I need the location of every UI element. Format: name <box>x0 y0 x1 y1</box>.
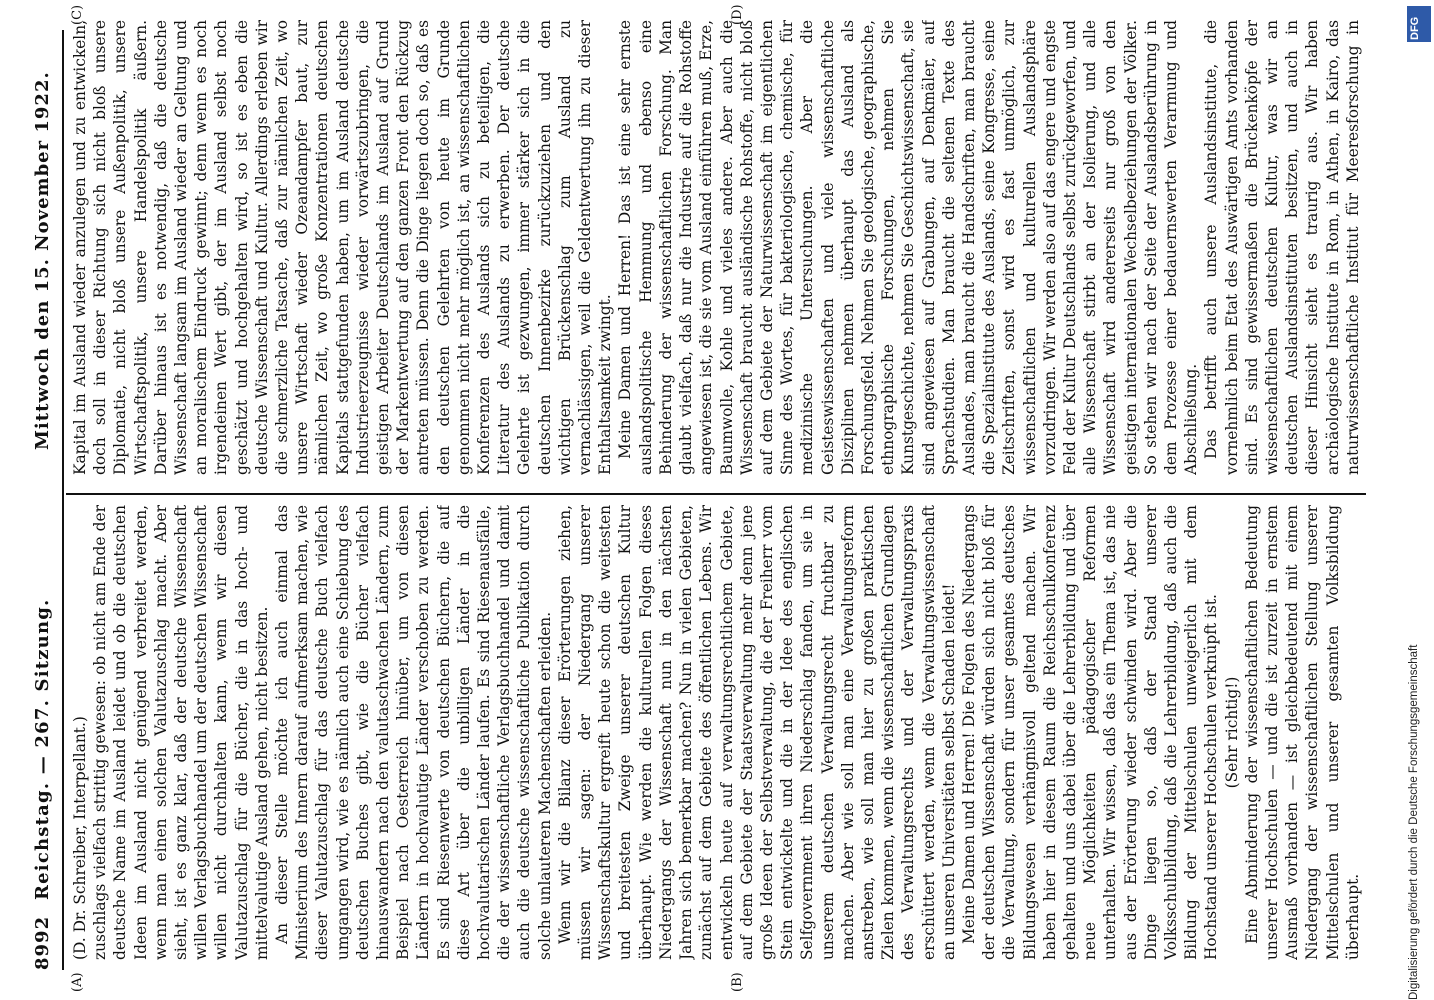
funding-credit: Digitalisierung gefördert durch die Deutsche Forschungsgemeinschaft <box>1408 644 1420 1000</box>
margin-marker-a: (A) <box>70 972 85 992</box>
paragraph: Kapital im Ausland wieder anzulegen und zu entwickeln, doch soll in dieser Richtung sich nicht bloß unsere Diplomatie, nicht bloß unsere Außenpolitik, unsere Wirtschaftspolitik, unsere Handelspolitik äußern. Darüber hinaus ist es notwendig, daß die deutsche Wissenschaft langsam im Ausland wieder an Geltung und an moralischem Eindruck gewinnt; denn wenn es noch irgendeinen Wert gibt, der im Ausland selbst noch geschätzt und hochgehalten wird, so ist es eben die deutsche Wissenschaft und Kultur. Allerdings erleben wir die schmerzliche Tatsache, daß zur nämlichen Zeit, wo unsere Wirtschaft wieder Ozeandampfer baut, zur nämlichen Zeit, wo große Konzentrationen deutschen Kapitals stattgefunden haben, um im Ausland deutsche Industrieerzeugnisse wieder vorwärtszubringen, die geistigen Arbeiter Deutschlands im Ausland auf Grund der Markentwertung auf den ganzen Front den Rückzug antreten müssen. Denn die Dinge liegen doch so, daß es den deutschen Gelehrten von heute im Grunde genommen nicht mehr möglich ist, an wissenschaftlichen Konferenzen des Auslands sich zu beteiligen, die Literatur des Auslands zu erwerben. Der deutsche Gelehrte ist gezwungen, immer stärker sich in die deutschen Innenbezirke zurückzuziehen und den wichtigen Brückenschlag zum Ausland zu vernachlässigen, weil die Geldentwertung ihn zu dieser Enthaltsamkeit zwingt. <box>71 20 615 475</box>
page-header <box>32 30 58 970</box>
paragraph: Meine Damen und Herren! Das ist eine sehr ernste auslandspolitische Hemmung und ebenso eine Behinderung der wissenschaftlichen Forschung. Man glaubt vielfach, daß nur die Industrie auf die Rohstoffe angewiesen ist, die sie vom Ausland einführen muß, Erze, Baumwolle, Kohle und vieles andere. Aber auch die Wissenschaft braucht ausländische Rohstoffe, nicht bloß auf dem Gebiete der Naturwissenschaft im eigentlichen Sinne des Wortes, für bakteriologische, chemische, für medizinische Untersuchungen. Aber die Geisteswissenschaften und viele wissenschaftliche Disziplinen nehmen überhaupt das Ausland als Forschungsfeld. Nehmen Sie geologische, geographische, ethnographische Forschungen, nehmen Sie Kunstgeschichte, nehmen Sie Geschichtswissenschaft, sie sind angewiesen auf Grabungen, auf Denkmäler, auf Sprachstudien. Man braucht die seltenen Texte des Auslandes, man braucht die Handschriften, man braucht die Spezialinstitute des Auslands, seine Kongresse, seine Zeitschriften, sonst wird es fast unmöglich, zur wissenschaftlichen und kulturellen Auslandsphäre vorzudringen. Wir werden also auf das engere und engste Feld der Kultur Deutschlands selbst zurückgeworfen, und alle Wissenschaft stirbt an der Isolierung, und alle Wissenschaft wird andererseits nur groß von den geistigen internationalen Wechselbeziehungen der Völker. So stehen wir nach der Seite der Auslandsberührung in dem Prozesse einer bedauernswerten Verarmung und Abschließung. <box>616 20 1201 475</box>
paragraph <box>1363 505 1365 960</box>
session-date: Mittwoch den 15. November 1922. <box>32 71 53 450</box>
session-title: Reichstag. — 267. Sitzung. <box>32 598 53 900</box>
interjection: (Sehr richtig!) <box>1222 676 1241 789</box>
margin-marker-b: (B) <box>730 972 745 992</box>
speaker-attribution: (D. Dr. Schreiber, Interpellant.) <box>71 716 89 960</box>
page-number: 8992 <box>32 915 53 970</box>
text-column-left <box>70 505 1365 960</box>
header-rule <box>62 30 64 970</box>
paragraph: Das betrifft auch unsere Auslandsinstitute, die vornehmlich beim Etat des Auswärtigen Amts vorhanden sind. Es sind gewissermaßen die Brückenköpfe der wissenschaftlichen deutschen Kultur, was wir an deutschen Auslandsinstituten besitzen, und auch in dieser Hinsicht sieht es traurig aus. Wir haben archäologische Institute in Rom, in Athen, in Kairo, das naturwissenschaftliche Institut für Meeresforschung in <box>1202 20 1362 475</box>
paragraph: Meine Damen und Herren! Die Folgen des Niedergangs der deutschen Wissenschaft würden sich nicht bloß für die Verwaltung, sondern für unser gesamtes deutsches Bildungswesen verhängnisvoll geltend machen. Wir haben hier in diesem Raum die Reichsschulkonferenz gehalten und uns dabei über die Lehrerbildung und über neue Möglichkeiten pädagogischer Reformen unterhalten. Wir wissen, daß das ein Thema ist, das nie aus der Erörterung wieder schwinden wird. Aber die Dinge liegen so, daß der Stand unserer Volksschulbildung, daß die Lehrerbildung, daß auch die Bildung der Mittelschulen unweigerlich mit dem Hochstand unserer Hochschulen verknüpft ist. <box>959 505 1221 960</box>
paragraph: An dieser Stelle möchte ich auch einmal das Ministerium des Innern darauf aufmerksam machen, wie dieser Valutazuschlag für das deutsche Buch vielfach umgangen wird, wie es nämlich auch eine Schiebung des deutschen Buches gibt, wie die Bücher vielfach hinauswandern nach den valutaschwachen Ländern, zum Beispiel nach Oesterreich hinüber, um von diesen Ländern in hochvalutige Länder verschoben zu werden. Es sind Riesenwerte von deutschen Büchern, die auf diese Art über die unbilligen Länder in die hochvalutarischen Länder laufen. Es sind Riesenausfälle, die der wissenschaftliche Verlagsbuchhandel und damit auch die deutsche wissenschaftliche Publikation durch solche unlauteren Machenschaften erleiden. <box>273 505 554 960</box>
dfg-logo-text: DFG <box>1409 16 1421 40</box>
margin-marker-c: (C) <box>70 4 85 25</box>
digitization-note <box>1404 0 1434 1000</box>
column-divider <box>66 494 1366 496</box>
paragraph: Eine Abminderung der wissenschaftlichen Bedeutung unserer Hochschulen — und die ist zurzeit in ernstem Ausmaß vorhanden — ist gleichbedeutend mit einem Niedergang der wissenschaftlichen Stellung unserer Mittelschulen und unserer gesamten Volksbildung überhaupt. <box>1242 505 1362 960</box>
paragraph: zuschlags vielfach strittig gewesen: ob nicht am Ende der deutsche Name im Ausland leidet und ob die deutschen Ideen im Ausland nicht genügend verbreitet werden, wenn man einen solchen Valutazuschlag macht. Aber sieht, ist es ganz klar, daß der deutsche Wissenschaft willen Verlagsbuchhandel um der deutschen Wissenschaft willen nicht durchhalten kann, wenn wir diesen Valutazuschlag für die Bücher, die in das hoch- und mittelvalutige Ausland gehen, nicht besitzen. <box>91 505 271 960</box>
text-column-right <box>70 20 1365 475</box>
margin-marker-d: (D) <box>730 4 745 25</box>
paragraph: Wenn wir die Bilanz dieser Erörterungen ziehen, müssen wir sagen: der Niedergang unserer Wissenschaftskultur ergreift heute schon die weitesten und breitesten Zweige unserer deutschen Kultur überhaupt. Wie werden die kulturellen Folgen dieses Niedergangs der Wissenschaft nun in den nächsten Jahren sich bemerkbar machen? Nun in vielen Gebieten, zunächst auf dem Gebiete des öffentlichen Lebens. Wir entwickeln heute auf verwaltungsrechtlichem Gebiete, auf dem Gebiete der Staatsverwaltung mehr denn jene große Ideen der Selbstverwaltung, die der Freiherr vom Stein entwickelte und die in der Idee des englischen Selfgovernment ihren Niederschlag fanden, um sie in unserem deutschen Verwaltungsrecht fruchtbar zu machen. Aber wie soll man eine Verwaltungsreform anstreben, wie soll man hier zu großen praktischen Zielen kommen, wenn die wissenschaftlichen Grundlagen des Verwaltungsrechts und der Verwaltungspraxis erschüttert werden, wenn die Verwaltungswissenschaft an unseren Universitäten selbst Schaden leidet! <box>555 505 958 960</box>
